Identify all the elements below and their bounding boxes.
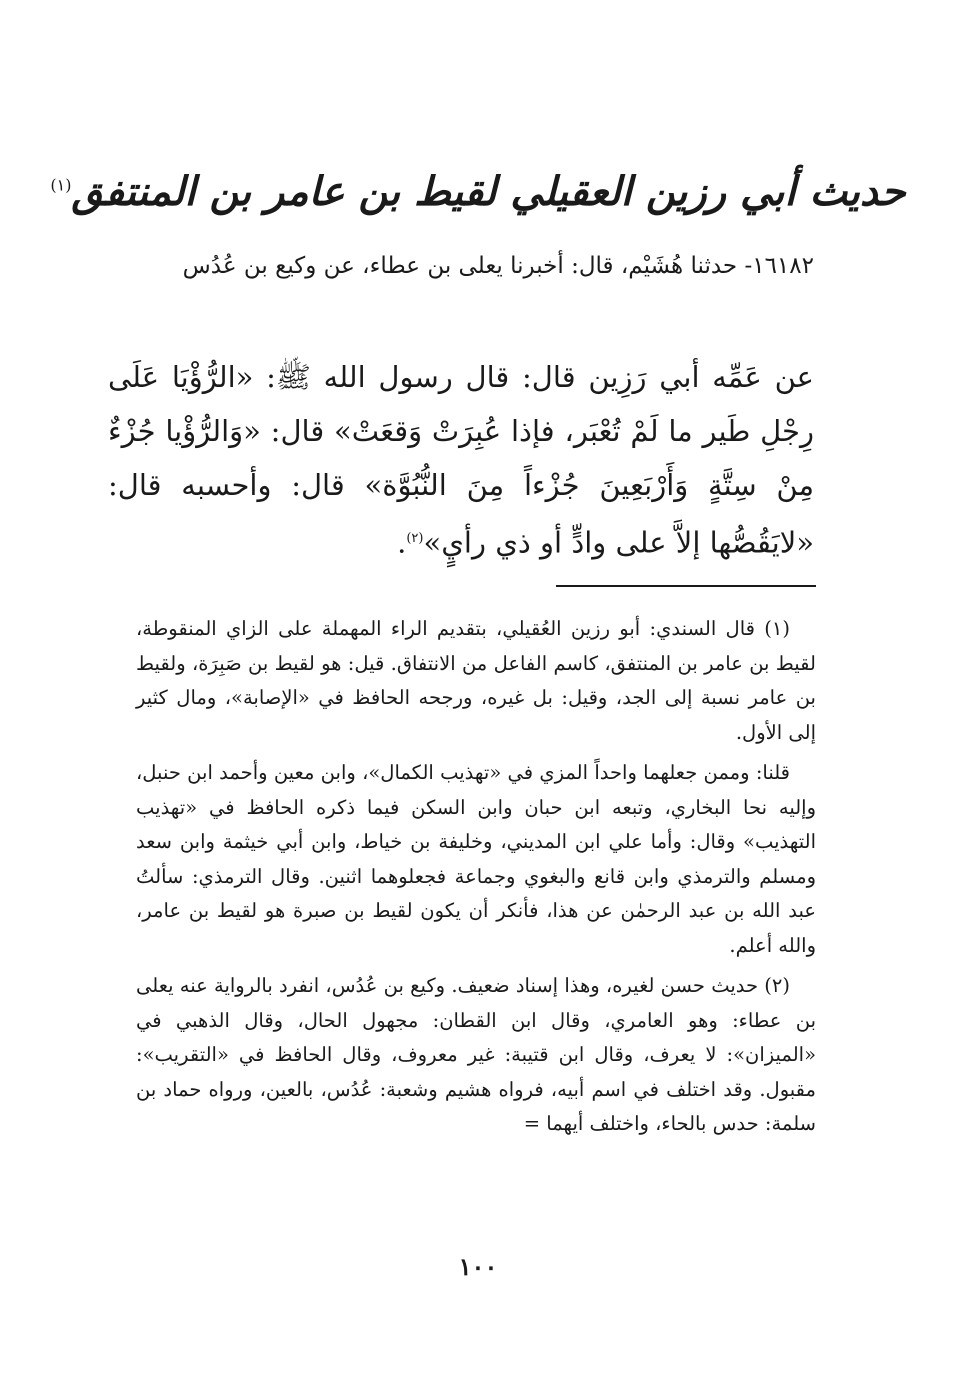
footnote-2: (٢) حديث حسن لغيره، وهذا إسناد ضعيف. وكيع بن عُدُس، انفرد بالرواية عنه يعلى بن عطاء: وهو العامري، وقال ابن القطان: مجهول الحال، وقال الذهبي في «الميزان»: لا يعرف، وقال ابن قتيبة: غير معروف، وقال الحافظ في «التقريب»: مقبول. وقد اختلف في اسم أبيه، فرواه هشيم وشعبة: عُدُس، بالعين، ورواه حماد بن سلمة: حدس بالحاء، واختلف أيهما = [136, 974, 816, 1135]
matn-footnote-ref: (٢) [406, 531, 424, 546]
hadith-matn [108, 350, 814, 570]
chapter-title [0, 168, 956, 215]
footnote-1-continued: قلنا: وممن جعلهما واحداً المزي في «تهذيب الكمال»، وابن معين وأحمد ابن حنبل، وإليه نحا البخاري، وتبعه ابن حبان وابن السكن فيما ذكره الحافظ في «تهذيب التهذيب» وقال: وأما علي ابن المديني، وخليفة بن خياط، وابن أبي خيثمة وابن سعد ومسلم والترمذي وابن قانع والبغوي وجماعة فجعلوهما اثنين. وقال الترمذي: سألتُ عبد الله بن عبد الرحمٰن عن هذا، فأنكر أن يكون لقيط بن صبرة هو لقيط بن عامر، والله أعلم. [136, 761, 816, 957]
page-number: ١٠٠ [458, 1252, 498, 1281]
matn-end-punct: . [397, 525, 407, 560]
chapter-title-text: حديث أبي رزين العقيلي لقيط بن عامر بن المنتفق [71, 168, 906, 215]
footnotes [136, 612, 816, 1148]
footnote-1: (١) قال السندي: أبو رزين العُقيلي، بتقديم الراء المهملة على الزاي المنقوطة، لقيط بن عامر بن المنتفق، كاسم الفاعل من الانتفاق. قيل: هو لقيط بن صَبِرَة، ولقيط بن عامر نسبة إلى الجد، وقيل: بل غيره، ورجحه الحافظ في «الإصابة»، ومال كثير إلى الأول. [136, 617, 816, 744]
footnote-divider [556, 585, 816, 587]
hadith-matn-text: عن عَمِّه أبي رَزِين قال: قال رسول الله ﷺ: «الرُّؤْيَا عَلَى رِجْلِ طَير ما لَمْ تُعْبَر، فإذا عُبِرَتْ وَقعَتْ» قال: «وَالرُّؤْيا جُزْءٌ مِنْ سِتَّةٍ وَأَرْبَعِينَ جُزْءاً مِنَ النُّبُوَّة» قال: وأحسبه قال: «لايَقُصُّها إلاَّ على وادٍّ أو ذي رأيٍ» [108, 360, 814, 560]
hadith-isnad: ١٦١٨٢- حدثنا هُشَيْم، قال: أخبرنا يعلى بن عطاء، عن وكيع بن عُدُس [182, 253, 814, 279]
title-footnote-ref: (١) [50, 175, 72, 195]
